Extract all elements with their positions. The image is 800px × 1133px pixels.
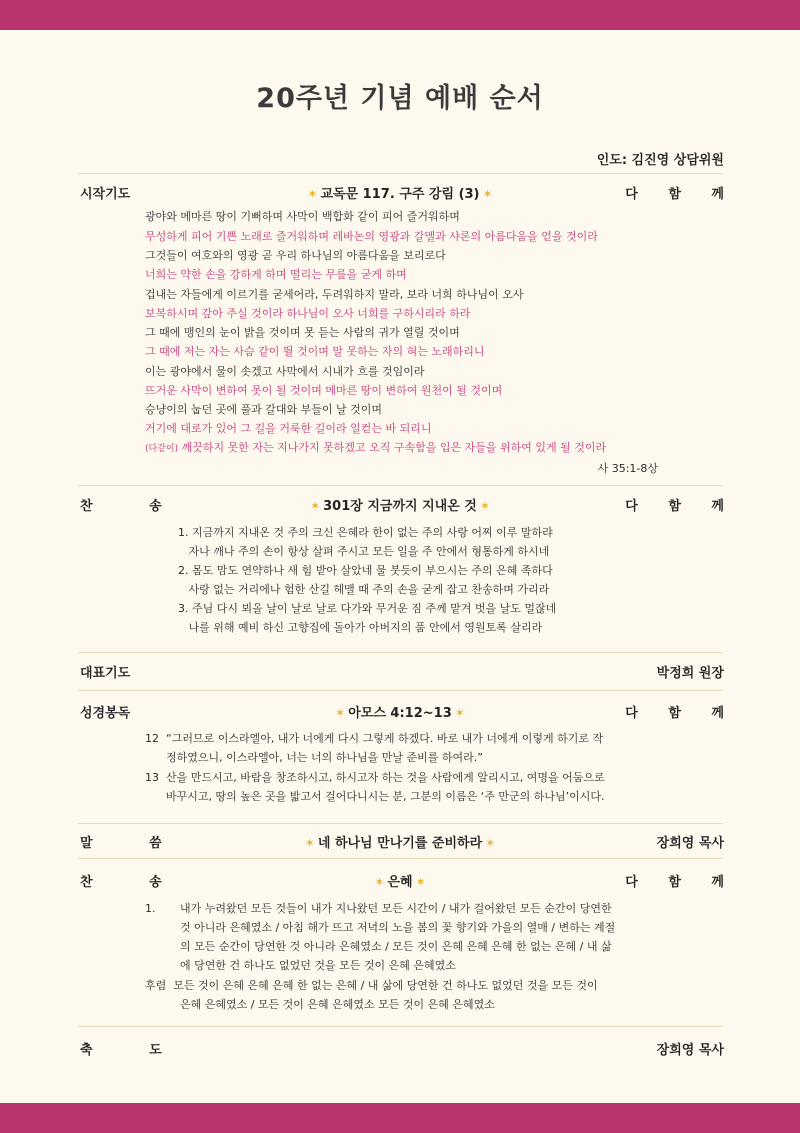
hymn-leader: 다 함 께 <box>625 875 737 890</box>
hymn-heading: ✶ 301장 지금까지 지내온 것 ✶ <box>310 499 490 514</box>
scripture-label: 성경봉독 <box>80 706 131 721</box>
bottom-band <box>0 1103 800 1133</box>
divider <box>78 652 723 653</box>
call-to-worship-heading: ✶ 교독문 117. 구주 강림 (3) ✶ <box>307 187 493 202</box>
scripture-line: 13 산을 만드시고, 바람을 창조하시고, 하시고자 하는 것을 사람에게 알리시고, 여명을 어둠으로 <box>145 771 605 784</box>
hymn-verse-line: 나를 위해 예비 하신 고향집에 돌아가 아버지의 품 안에서 영원토록 살리라 <box>178 621 543 634</box>
hymn-verse-line: 의 모든 순간이 당연한 것 아니라 은혜였소 / 모든 것이 은혜 은혜 은혜 한 없는 은혜 / 내 삶 <box>145 940 612 953</box>
sparkle-star-icon: ✶ <box>482 187 493 201</box>
hymn-verse-line: 1. 내가 누려왔던 모든 것들이 내가 지나왔던 모든 시간이 / 내가 걸어왔던 모든 순간이 당연한 <box>145 902 612 915</box>
hymn-leader: 다 함 께 <box>625 499 737 514</box>
sparkle-star-icon: ✶ <box>454 706 465 720</box>
divider <box>78 823 723 824</box>
responsive-line: 이는 광야에서 물이 솟겠고 사막에서 시내가 흐를 것임이라 <box>145 365 425 378</box>
responsive-line: 거기에 대로가 있어 그 길을 거룩한 길이라 일컫는 바 되리니 <box>145 422 432 435</box>
hymn-chorus-line: 은혜 은혜였소 / 모든 것이 은혜 은혜였소 모든 것이 은혜 은혜였소 <box>145 998 495 1011</box>
hymn-verse-line: 것 아니라 은혜였소 / 아침 해가 뜨고 저녁의 노을 봄의 꽃 향기와 가을의 열매 / 변하는 계절 <box>145 921 616 934</box>
divider <box>78 173 723 174</box>
page-title: 20주년 기념 예배 순서 <box>256 83 544 114</box>
sparkle-star-icon: ✶ <box>374 875 385 889</box>
sparkle-star-icon: ✶ <box>415 875 426 889</box>
scripture-reader: 다 함 께 <box>625 706 737 721</box>
sparkle-star-icon: ✶ <box>304 836 315 850</box>
scripture-line: 정하였으니, 이스라엘아, 너는 너의 하나님을 만날 준비를 하여라.” <box>145 751 483 764</box>
divider <box>78 1026 723 1027</box>
scripture-line: 12 “그러므로 이스라엘아, 내가 너에게 다시 그렇게 하겠다. 바로 내가 너에게 이렇게 하기로 작 <box>145 732 604 745</box>
responsive-line: 보복하시며 갚아 주실 것이라 하나님이 오사 너희를 구하시리라 하라 <box>145 307 471 320</box>
divider <box>78 858 723 859</box>
responsive-line: 그 때에 저는 자는 사슴 같이 뛸 것이며 말 못하는 자의 혀는 노래하리니 <box>145 345 485 358</box>
responsive-line-all: (다같이) 깨끗하지 못한 자는 지나가지 못하겠고 오직 구속함을 입은 자들을 위하여 있게 될 것이라 <box>145 441 607 454</box>
responsive-line: 무성하게 피어 기쁜 노래로 즐거워하며 레바논의 영광과 갈멜과 샤론의 아름다움을 얻을 것이라 <box>145 230 598 243</box>
top-band <box>0 0 800 30</box>
prayer-leader: 박정희 원장 <box>656 666 724 681</box>
hymn-label: 찬 송 <box>80 875 188 890</box>
sermon-label: 말 씀 <box>80 836 188 851</box>
responsive-line: 너희는 약한 손을 강하게 하며 떨리는 무릎을 굳게 하며 <box>145 268 407 281</box>
call-to-worship-leader: 다 함 께 <box>625 187 737 202</box>
hymn-verse-line: 3. 주님 다시 뵈올 날이 날로 날로 다가와 무거운 짐 주께 맡겨 벗을 날도 멀잖네 <box>178 602 557 615</box>
scripture-heading: ✶ 아모스 4:12~13 ✶ <box>335 706 465 721</box>
divider <box>78 485 723 486</box>
sparkle-star-icon: ✶ <box>310 499 321 513</box>
scripture-reference: 사 35:1-8상 <box>597 462 658 475</box>
sermon-preacher: 장희영 목사 <box>656 836 724 851</box>
divider <box>78 690 723 691</box>
hymn-verse-line: 1. 지금까지 지내온 것 주의 크신 은혜라 한이 없는 주의 사랑 어찌 이루 말하랴 <box>178 526 553 539</box>
hymn-label: 찬 송 <box>80 499 188 514</box>
benediction-label: 축 도 <box>80 1043 188 1058</box>
presider: 인도: 김진영 상담위원 <box>596 153 724 168</box>
responsive-line: 그 때에 맹인의 눈이 밝을 것이며 못 듣는 사람의 귀가 열릴 것이며 <box>145 326 460 339</box>
scripture-line: 바꾸시고, 땅의 높은 곳을 밟고서 걸어다니시는 분, 그분의 이름은 ‘주 만군의 하나님’이시다. <box>145 790 605 803</box>
hymn-chorus-line: 후렴 모든 것이 은혜 은혜 은혜 한 없는 은혜 / 내 삶에 당연한 건 하나도 없었던 것을 모든 것이 <box>145 979 598 992</box>
sparkle-star-icon: ✶ <box>479 499 490 513</box>
benediction-minister: 장희영 목사 <box>656 1043 724 1058</box>
hymn-verse-line: 2. 몸도 맘도 연약하나 새 힘 받아 살았네 물 붓듯이 부으시는 주의 은혜 족하다 <box>178 564 553 577</box>
responsive-line: 겁내는 자들에게 이르기를 굳세어라, 두려워하지 말라, 보라 너희 하나님이 오사 <box>145 288 524 301</box>
responsive-line: 승냥이의 눕던 곳에 풀과 갈대와 부들이 날 것이며 <box>145 403 382 416</box>
sparkle-star-icon: ✶ <box>335 706 346 720</box>
prayer-label: 대표기도 <box>80 666 131 681</box>
sermon-heading: ✶ 네 하나님 만나기를 준비하라 ✶ <box>304 836 496 851</box>
hymn-verse-line: 에 당연한 건 하나도 없었던 것을 모든 것이 은혜 은혜였소 <box>145 959 456 972</box>
responsive-line: 뜨거운 사막이 변하여 못이 될 것이며 메마른 땅이 변하여 원천이 될 것이며 <box>145 384 503 397</box>
call-to-worship-label: 시작기도 <box>80 187 131 202</box>
hymn-verse-line: 자나 깨나 주의 손이 항상 살펴 주시고 모든 일을 주 안에서 형통하게 하시네 <box>178 545 550 558</box>
sparkle-star-icon: ✶ <box>307 187 318 201</box>
sparkle-star-icon: ✶ <box>485 836 496 850</box>
hymn-verse-line: 사랑 없는 거리에나 험한 산길 헤맬 때 주의 손을 굳게 잡고 찬송하며 가리라 <box>178 583 550 596</box>
responsive-line: 그것들이 여호와의 영광 곧 우리 하나님의 아름다움을 보리로다 <box>145 249 446 262</box>
responsive-line: 광야와 메마른 땅이 기뻐하며 사막이 백합화 같이 피어 즐거워하며 <box>145 210 460 223</box>
hymn-heading: ✶ 은혜 ✶ <box>374 875 426 890</box>
